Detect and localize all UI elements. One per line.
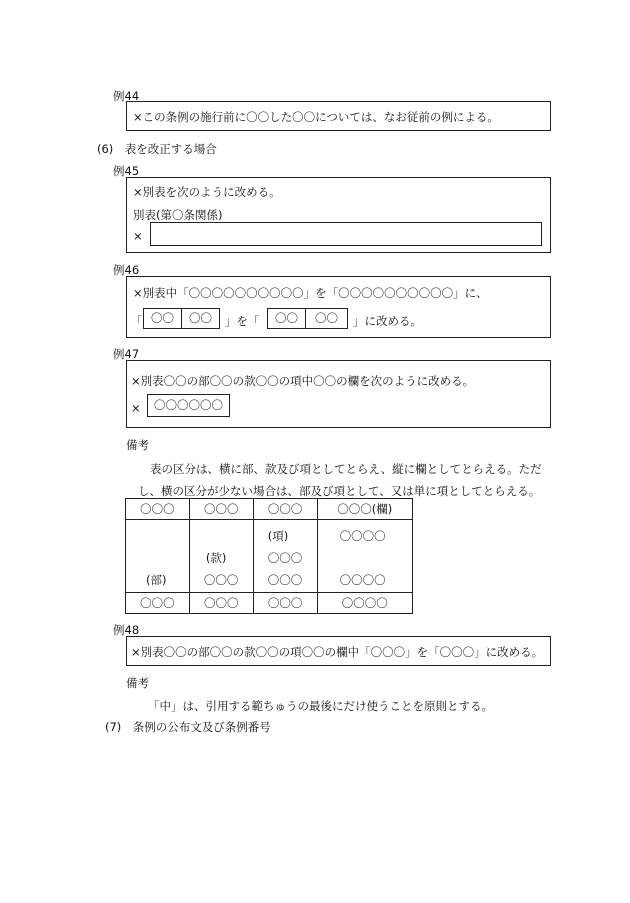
clause-label: (款) [205, 551, 227, 565]
item-label: (項) [267, 529, 289, 543]
table-footer-cell: 〇〇〇〇 [317, 593, 412, 614]
example-48-text: ×別表〇〇の部〇〇の款〇〇の項〇〇の欄中「〇〇〇」を「〇〇〇」に改める。 [131, 645, 544, 659]
example-46-cell-a1: 〇〇 [143, 308, 182, 329]
item-value-2: 〇〇〇 [267, 573, 303, 587]
column-value-2: 〇〇〇〇 [339, 573, 386, 587]
example-46-open-bracket: 「 [131, 314, 143, 328]
remarks-2-label: 備考 [126, 676, 149, 690]
section-7-heading: (7) 条例の公布文及び条例番号 [105, 720, 271, 734]
table-footer-row [126, 593, 413, 614]
table-cell-column [317, 520, 412, 593]
table-footer-cell: 〇〇〇 [253, 593, 317, 614]
clause-value: 〇〇〇 [203, 573, 239, 587]
part-label: (部) [146, 573, 167, 587]
table-header-cell: 〇〇〇(欄) [317, 499, 412, 520]
structure-table [125, 498, 413, 614]
table-header-cell: 〇〇〇 [189, 499, 253, 520]
example-47-line1: ×別表〇〇の部〇〇の款〇〇の項中〇〇の欄を次のように改める。 [131, 374, 475, 388]
table-cell-item [253, 520, 317, 593]
example-44-label: 例44 [113, 89, 140, 103]
section-6-heading: (6) 表を改正する場合 [97, 142, 217, 156]
example-46-label: 例46 [113, 263, 140, 277]
example-46-mid-text: 」を「 [225, 314, 260, 328]
table-footer-cell: 〇〇〇 [189, 593, 253, 614]
example-45-line2: 別表(第〇条関係) [133, 208, 223, 222]
example-46-cell-a2: 〇〇 [181, 308, 220, 329]
example-47-cell: 〇〇〇〇〇〇 [147, 394, 230, 417]
example-48-box [126, 636, 551, 666]
item-value-1: 〇〇〇 [267, 551, 303, 565]
column-value-1: 〇〇〇〇 [339, 529, 386, 543]
example-44-box [126, 101, 551, 131]
table-cell-part [126, 520, 190, 593]
table-cell-clause [189, 520, 253, 593]
example-47-box [126, 360, 551, 428]
table-header-row [126, 499, 413, 520]
example-45-line1: ×別表を次のように改める。 [133, 185, 281, 199]
example-46-line1: ×別表中「〇〇〇〇〇〇〇〇〇〇」を「〇〇〇〇〇〇〇〇〇〇」に、 [133, 286, 488, 300]
remarks-1-line1: 表の区分は、横に部、款及び項としてとらえ、縦に欄としてとらえる。ただ [150, 462, 542, 476]
table-header-cell: 〇〇〇 [126, 499, 190, 520]
example-47-mark: × [131, 401, 141, 415]
example-48-label: 例48 [113, 623, 140, 637]
remarks-1-line2: し、横の区分が少ない場合は、部及び項として、又は単に項としてとらえる。 [138, 484, 541, 498]
example-45-label: 例45 [113, 164, 140, 178]
example-46-box [126, 276, 551, 338]
table-header-cell: 〇〇〇 [253, 499, 317, 520]
example-45-mark: × [133, 229, 143, 243]
table-body-row [126, 520, 413, 593]
example-45-box [126, 177, 551, 253]
example-46-tail: 」に改める。 [353, 314, 422, 328]
example-46-cell-b1: 〇〇 [267, 308, 306, 329]
example-45-empty-table [150, 222, 542, 246]
table-footer-cell: 〇〇〇 [126, 593, 190, 614]
example-47-label: 例47 [113, 347, 140, 361]
remarks-1-label: 備考 [126, 438, 149, 452]
remarks-2-line1: 「中」は、引用する範ちゅうの最後にだけ使うことを原則とする。 [148, 699, 493, 713]
example-46-cell-b2: 〇〇 [305, 308, 348, 329]
example-44-text: ×この条例の施行前に〇〇した〇〇については、なお従前の例による。 [133, 110, 499, 124]
